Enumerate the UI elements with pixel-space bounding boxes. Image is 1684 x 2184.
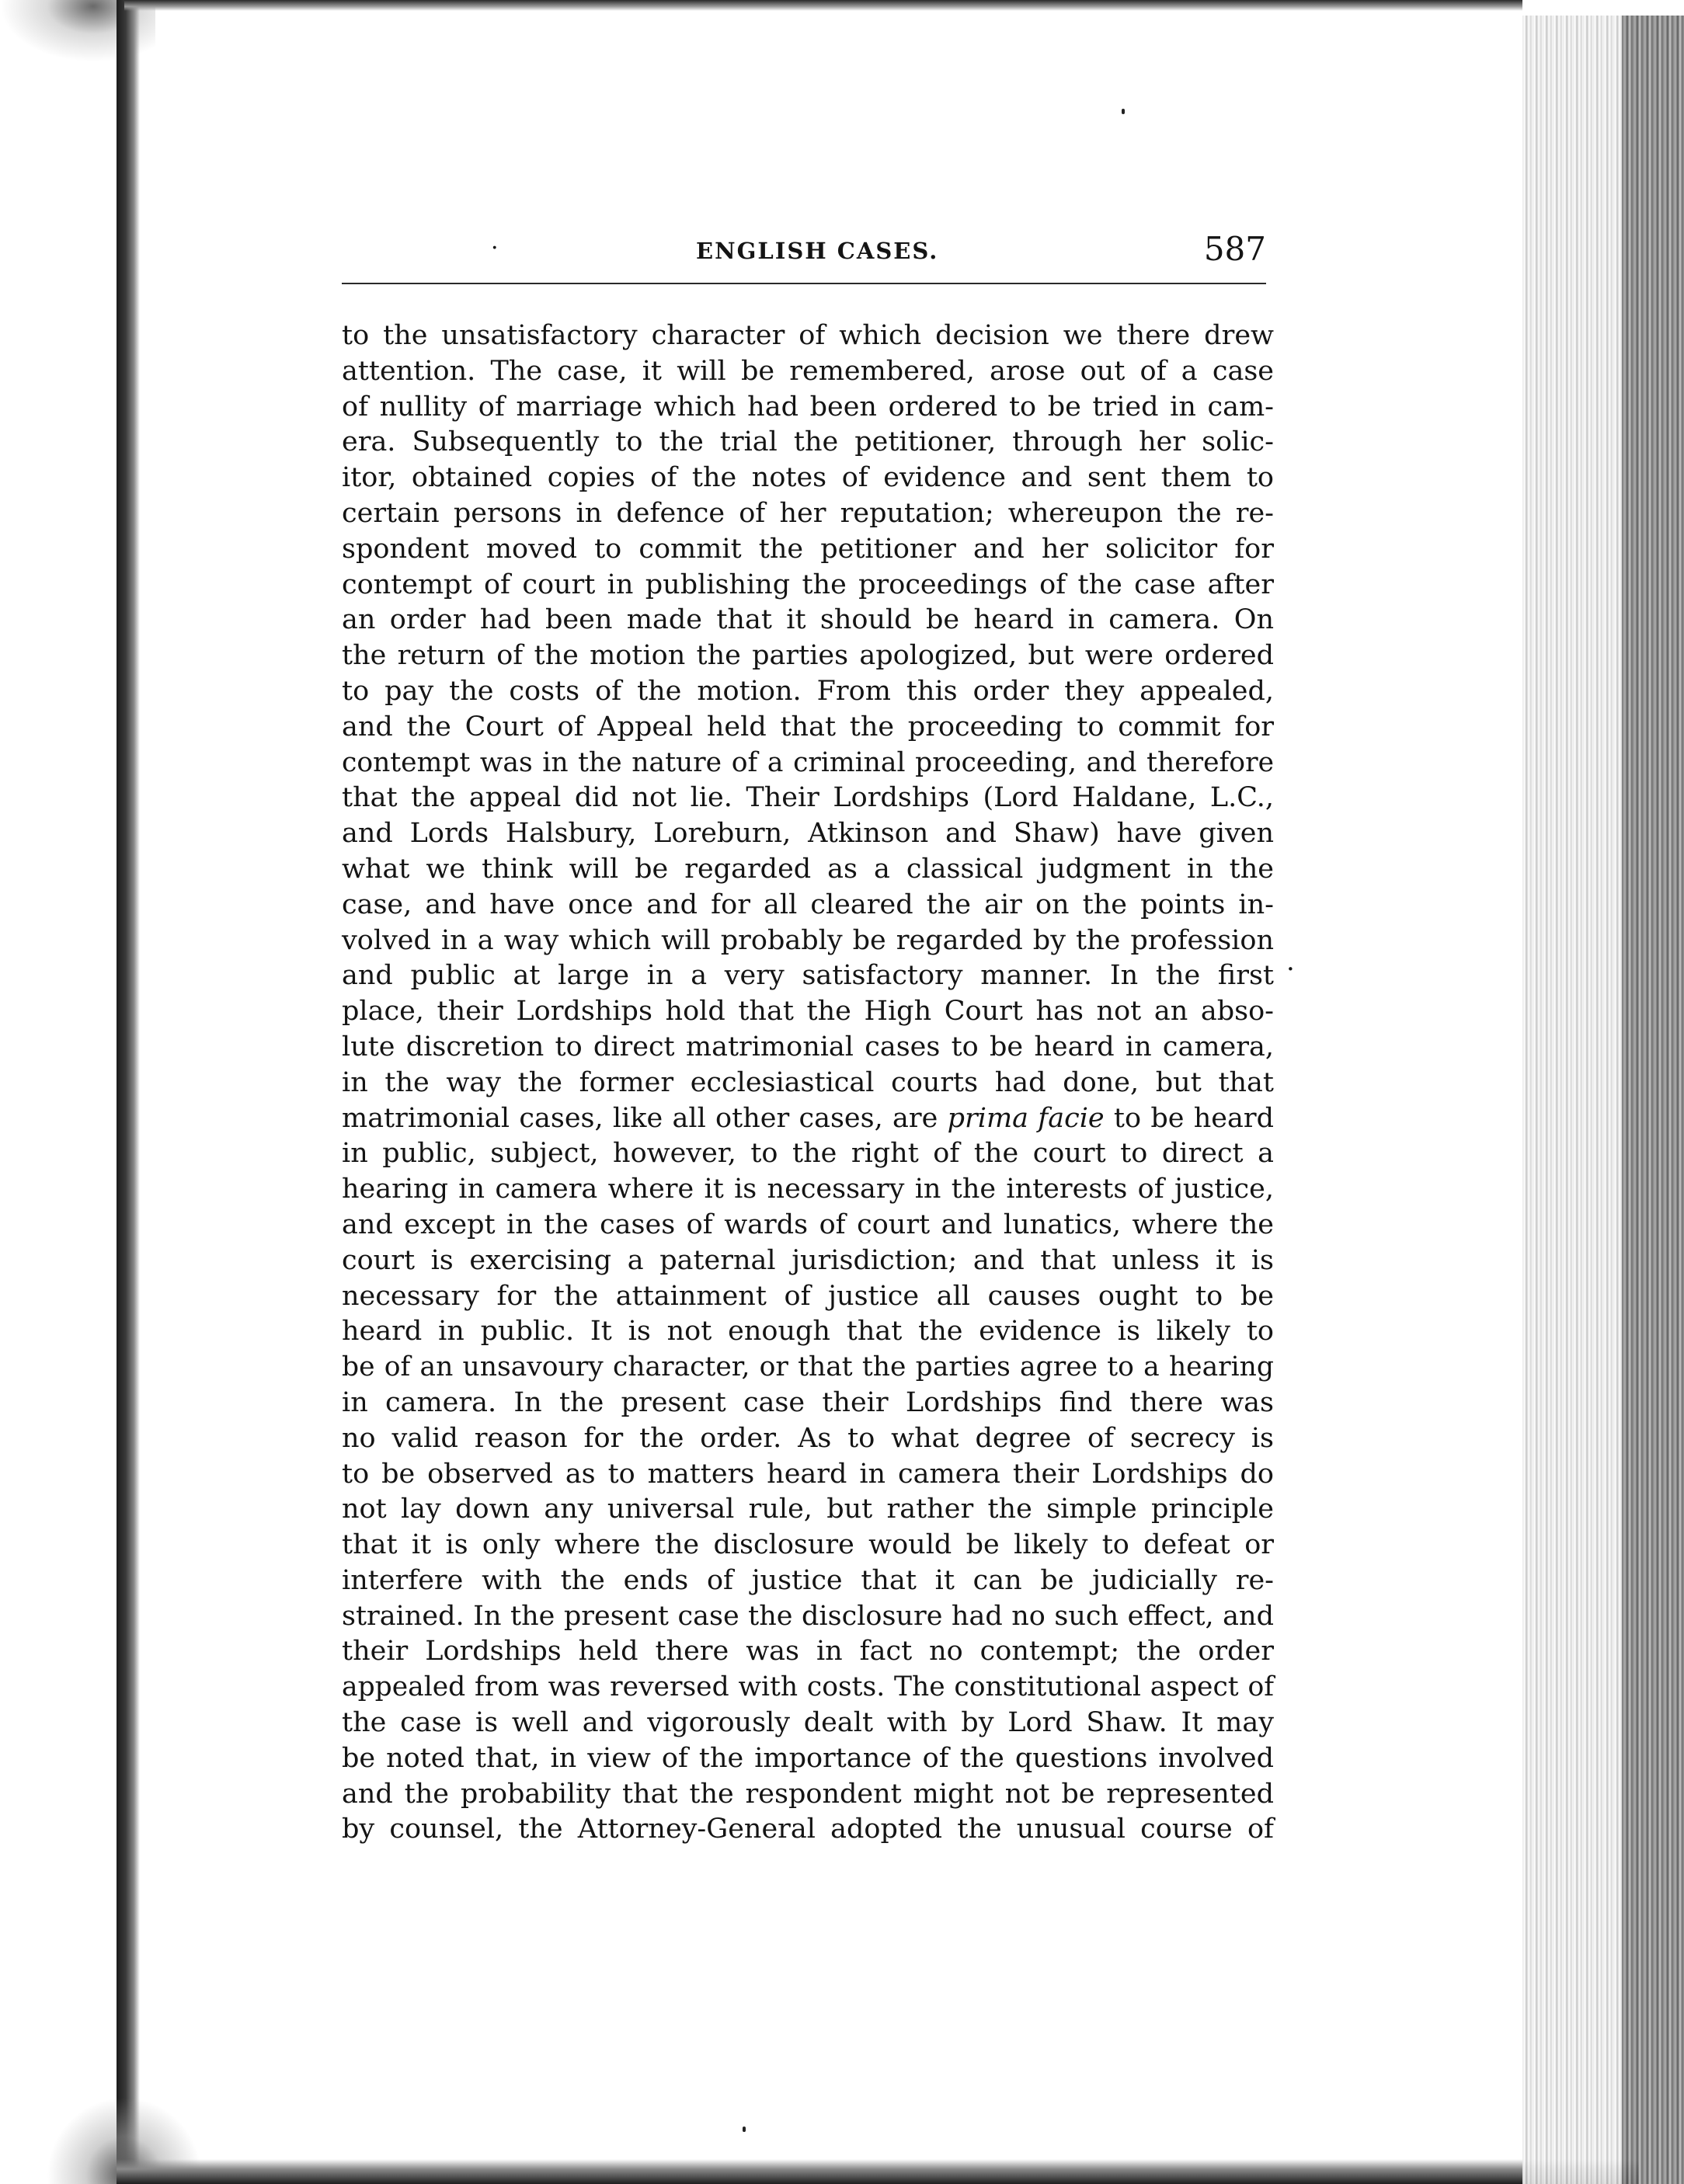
scan-speck [1122, 109, 1125, 114]
text-line: strained. In the present case the disclosure had no such effect, and [342, 1600, 1274, 1632]
text-line: spondent moved to commit the petitioner and her solicitor for [342, 533, 1274, 565]
text-line: be noted that, in view of the importance of the questions involved [342, 1742, 1274, 1774]
text-line: not lay down any universal rule, but rather the simple principle [342, 1494, 1274, 1525]
text-line: volved in a way which will probably be regarded by the profession [342, 924, 1274, 956]
text-line: hearing in camera where it is necessary in the interests of justice, [342, 1174, 1274, 1205]
text-line: no valid reason for the order. As to what degree of secrecy is [342, 1422, 1274, 1454]
text-line: in camera. In the present case their Lordships find there was [342, 1386, 1274, 1418]
text-line: era. Subsequently to the trial the petitioner, through her solic- [342, 426, 1274, 458]
text-line: contempt of court in publishing the proceedings of the case after [342, 569, 1274, 600]
text-line: in the way the former ecclesiastical courts had done, but that [342, 1066, 1274, 1098]
text-line: appealed from was reversed with costs. The constitutional aspect of [342, 1671, 1274, 1703]
text-line: necessary for the attainment of justice all causes ought to be [342, 1280, 1274, 1312]
text-line: contempt was in the nature of a criminal proceeding, and therefore [342, 746, 1274, 778]
text-line: what we think will be regarded as a classical judgment in the [342, 853, 1274, 885]
text-line: be of an unsavoury character, or that the parties agree to a hearing [342, 1351, 1274, 1383]
header-dot: · [491, 235, 499, 262]
text-line: an order had been made that it should be heard in camera. On [342, 604, 1274, 636]
text-line: itor, obtained copies of the notes of evidence and sent them to [342, 462, 1274, 494]
text-line: the case is well and vigorously dealt with by Lord Shaw. It may [342, 1707, 1274, 1739]
running-head: ENGLISH CASES. [696, 238, 939, 264]
page-header [342, 230, 1266, 276]
text-line: to be observed as to matters heard in camera their Lordships do [342, 1458, 1274, 1490]
header-rule [342, 283, 1266, 284]
scan-speck [743, 2127, 746, 2132]
page-number: 587 [1203, 230, 1266, 268]
text-line: their Lordships held there was in fact no contempt; the order [342, 1636, 1274, 1668]
text-line: court is exercising a paternal jurisdiction; and that unless it is [342, 1244, 1274, 1276]
italic-phrase: prima facie [947, 1102, 1105, 1134]
margin-mark: · [1286, 954, 1295, 985]
text-line: certain persons in defence of her reputation; whereupon the re- [342, 497, 1274, 529]
text-line: of nullity of marriage which had been ordered to be tried in cam- [342, 391, 1274, 423]
page-bottom-edge [117, 2159, 1639, 2184]
text-line: lute discretion to direct matrimonial cases to be heard in camera, [342, 1031, 1274, 1062]
page-top-edge [124, 0, 1522, 11]
text-line: to the unsatisfactory character of which decision we there drew [342, 320, 1274, 351]
text-line: and except in the cases of wards of court and lunatics, where the [342, 1209, 1274, 1240]
text-line: that the appeal did not lie. Their Lordships (Lord Haldane, L.C., [342, 782, 1274, 814]
text-line: case, and have once and for all cleared the air on the points in- [342, 889, 1274, 920]
stacked-page-edges [1522, 16, 1684, 2184]
text-line: attention. The case, it will be remembered, arose out of a case [342, 355, 1274, 387]
body-text [342, 318, 1274, 1848]
text-line: interfere with the ends of justice that it can be judicially re- [342, 1564, 1274, 1596]
text-line: heard in public. It is not enough that the evidence is likely to [342, 1316, 1274, 1348]
text-line: that it is only where the disclosure would be likely to defeat or [342, 1529, 1274, 1561]
text-line: in public, subject, however, to the right of the court to direct a [342, 1138, 1274, 1170]
text-line: and Lords Halsbury, Loreburn, Atkinson and Shaw) have given [342, 818, 1274, 850]
text-line: place, their Lordships hold that the High Court has not an abso- [342, 996, 1274, 1028]
text-line: matrimonial cases, like all other cases, are prima facie to be heard [342, 1102, 1275, 1134]
text-line: to pay the costs of the motion. From this order they appealed, [342, 675, 1274, 707]
text-line: and the Court of Appeal held that the proceeding to commit for [342, 711, 1274, 742]
book-gutter-edge [117, 0, 140, 2184]
text-line: and public at large in a very satisfactory manner. In the first [342, 960, 1274, 992]
text-line: and the probability that the respondent might not be represented [342, 1778, 1274, 1810]
text-line: the return of the motion the parties apologized, but were ordered [342, 640, 1274, 672]
text-line: by counsel, the Attorney-General adopted the unusual course of [342, 1814, 1274, 1845]
